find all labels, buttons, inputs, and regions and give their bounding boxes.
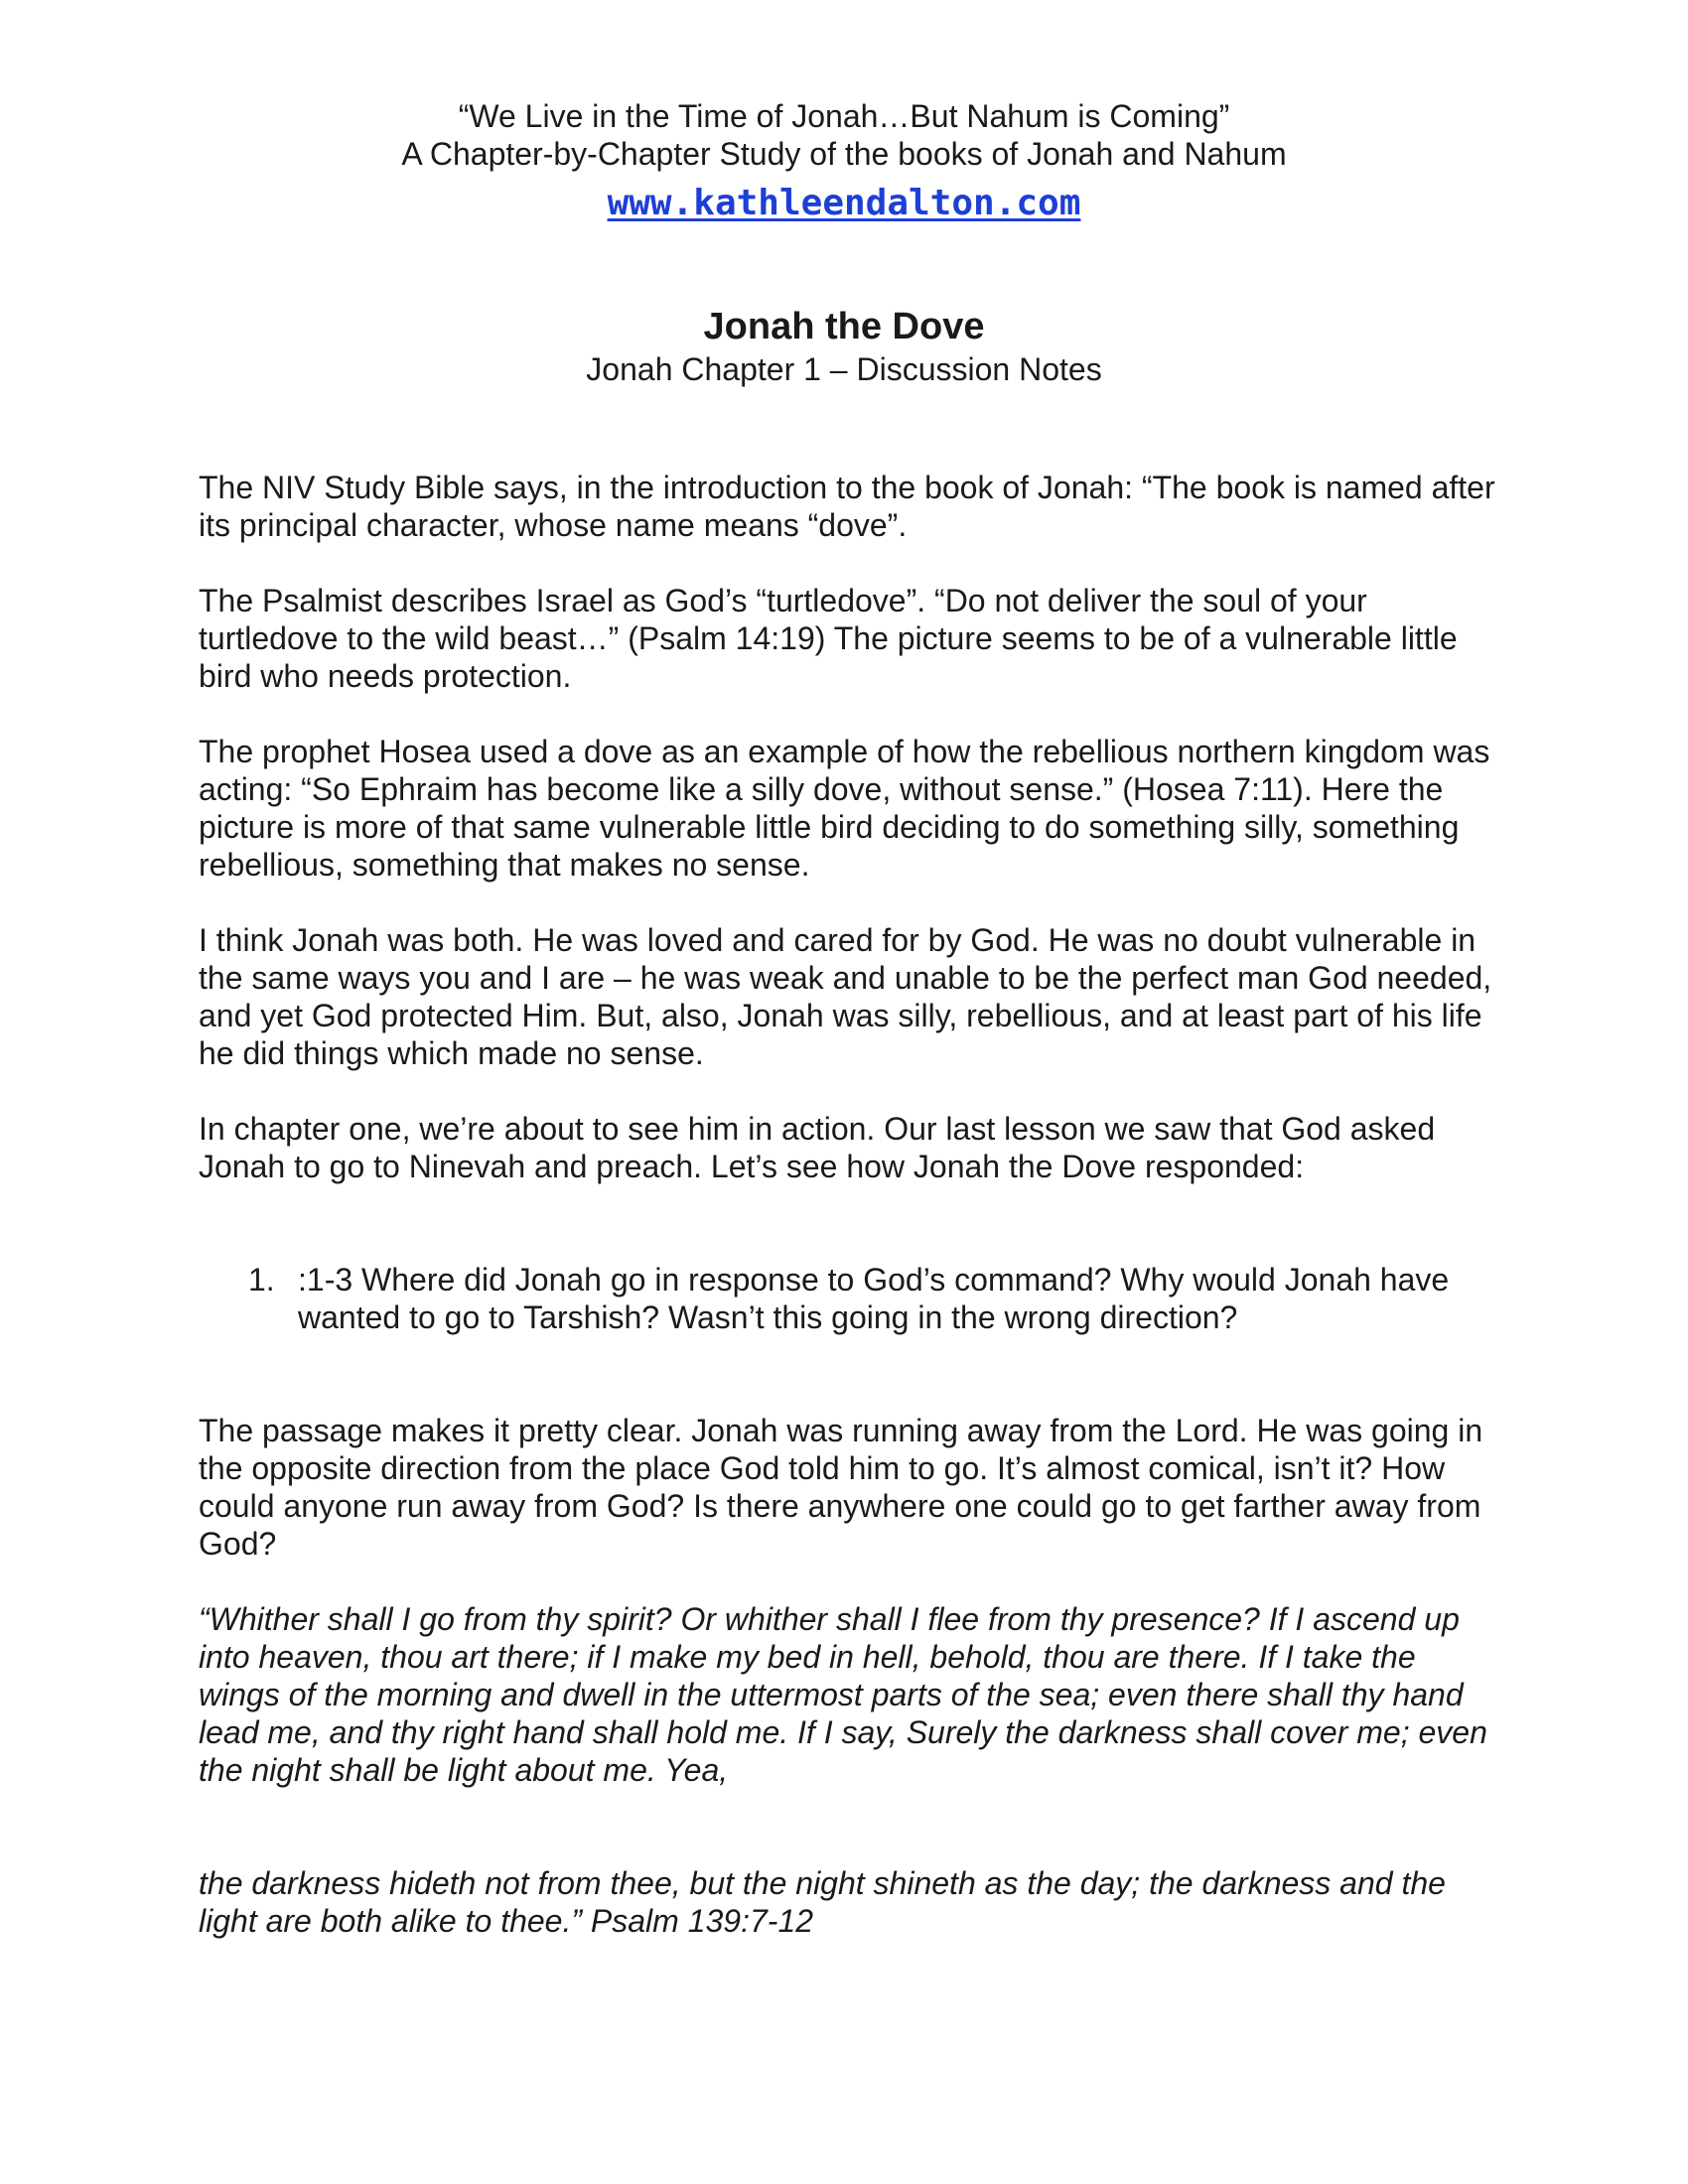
website-link-container: [0, 181, 1688, 226]
psalm-quote-part-2: the darkness hideth not from thee, but the night shineth as the day; the darkness and the light are both alike to thee.” Psalm 139:7-12: [199, 1865, 1446, 1939]
question-text: :1-3 Where did Jonah go in response to God’s command? Why would Jonah have wanted to go to Tarshish? Wasn’t this going in the wrong direction?: [298, 1262, 1450, 1335]
paragraph-jonah-both: I think Jonah was both. He was loved and cared for by God. He was no doubt vulnerable in the same ways you and I are – he was weak and unable to be the perfect man God needed, and yet God protected Him. But, also, Jonah was silly, rebellious, and at least part of his life he did things which made no sense.: [199, 922, 1492, 1071]
paragraph-niv-intro: The NIV Study Bible says, in the introduction to the book of Jonah: “The book is named after its principal character, whose name means “dove”.: [199, 470, 1495, 543]
series-subtitle: A Chapter-by-Chapter Study of the books of Jonah and Nahum: [401, 136, 1287, 172]
psalm-quote-part-1: “Whither shall I go from thy spirit? Or whither shall I flee from thy presence? If I ascend up into heaven, thou art there; if I make my bed in hell, behold, thou are there. If I take the wings of the morning and dwell in the uttermost parts of the sea; even there shall thy hand lead me, and thy right hand shall hold me. If I say, Surely the darkness shall cover me; even the night shall be light about me. Yea,: [199, 1601, 1487, 1788]
question-number: 1.: [248, 1262, 275, 1297]
paragraph-chapter-one: In chapter one, we’re about to see him in action. Our last lesson we saw that God asked Jonah to go to Ninevah and preach. Let’s see how Jonah the Dove responded:: [199, 1111, 1436, 1184]
series-title: “We Live in the Time of Jonah…But Nahum is Coming”: [458, 98, 1230, 134]
lesson-subtitle: Jonah Chapter 1 – Discussion Notes: [586, 351, 1102, 387]
paragraph-answer: The passage makes it pretty clear. Jonah was running away from the Lord. He was going in the opposite direction from the place God told him to go. It’s almost comical, isn’t it? How could anyone run away from God? Is there anywhere one could go to get farther away from God?: [199, 1413, 1483, 1562]
paragraph-psalmist: The Psalmist describes Israel as God’s “turtledove”. “Do not deliver the soul of your turtledove to the wild beast…” (Psalm 14:19) The picture seems to be of a vulnerable little bird who needs protection.: [199, 583, 1458, 694]
website-link[interactable]: www.kathleendalton.com: [607, 183, 1081, 223]
lesson-title: Jonah the Dove: [703, 306, 985, 347]
paragraph-hosea: The prophet Hosea used a dove as an example of how the rebellious northern kingdom was acting: “So Ephraim has become like a silly dove, without sense.” (Hosea 7:11). Here the picture is more of that same vulnerable little bird deciding to do something silly, something rebellious, something that makes no sense.: [199, 734, 1490, 883]
